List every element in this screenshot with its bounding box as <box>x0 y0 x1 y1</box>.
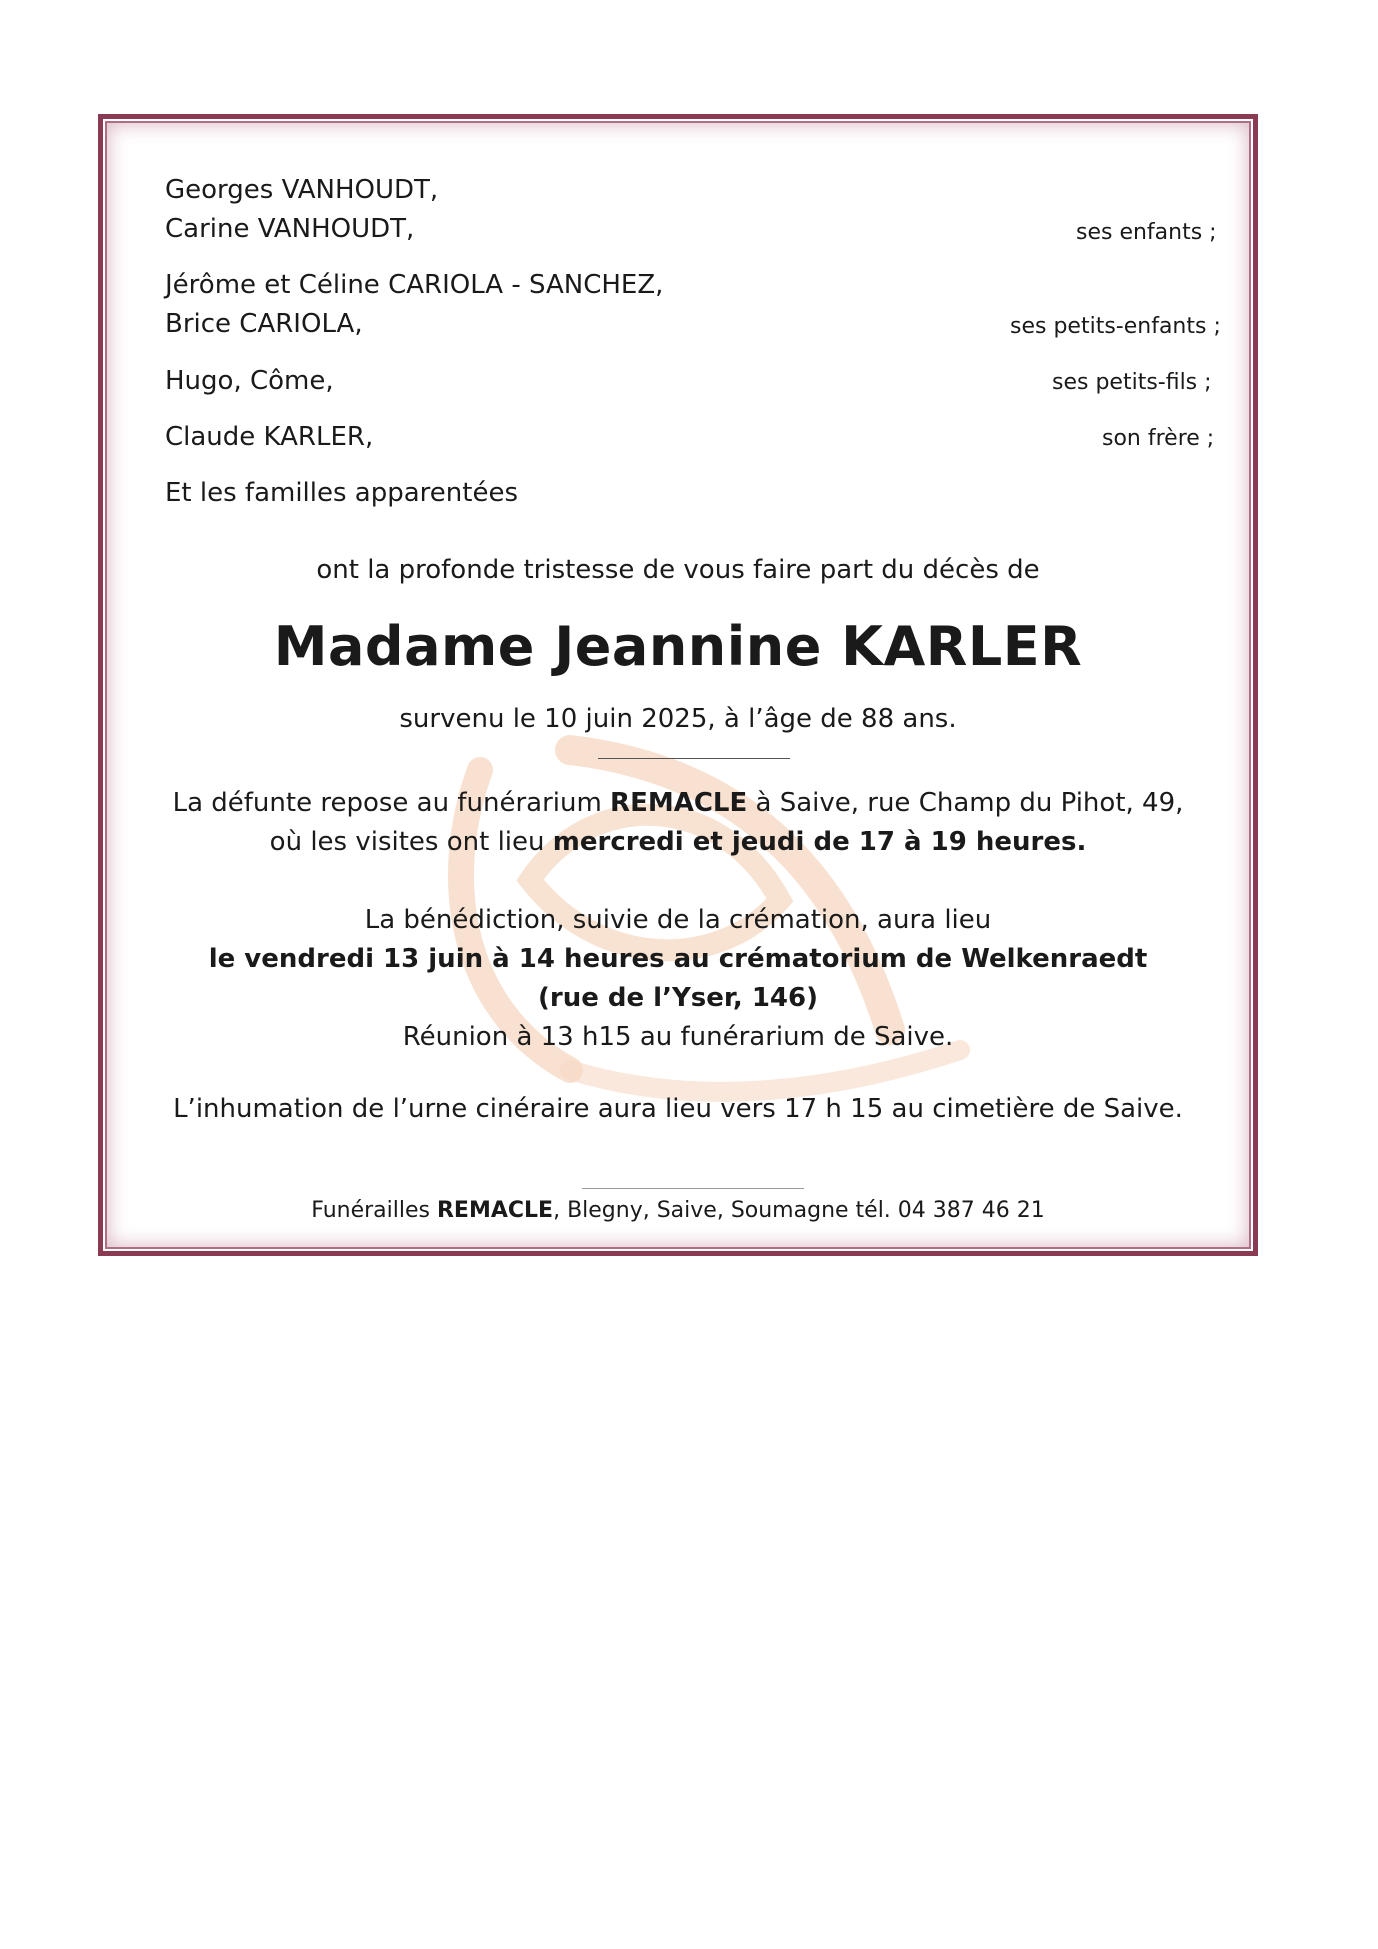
family-member-3: Jérôme et Céline CARIOLA - SANCHEZ, <box>165 270 664 300</box>
deceased-name: Madame Jeannine KARLER <box>273 615 1083 678</box>
family-member-1: Georges VANHOUDT, <box>165 175 439 205</box>
relation-great-grandsons: ses petits-fils ; <box>1052 370 1212 395</box>
death-info: survenu le 10 juin 2025, à l’âge de 88 ans. <box>399 704 957 734</box>
family-member-6: Claude KARLER, <box>165 422 374 452</box>
visitation-line-1: La défunte repose au funérarium REMACLE à Saive, rue Champ du Pihot, 49, <box>172 788 1184 818</box>
family-member-4: Brice CARIOLA, <box>165 309 363 339</box>
burial-info: L’inhumation de l’urne cinéraire aura lieu vers 17 h 15 au cimetière de Saive. <box>173 1094 1183 1124</box>
family-member-2: Carine VANHOUDT, <box>165 214 415 244</box>
relation-brother: son frère ; <box>1102 426 1215 451</box>
footer-divider <box>582 1188 804 1189</box>
ceremony-line-2: le vendredi 13 juin à 14 heures au crématorium de Welkenraedt <box>208 944 1148 974</box>
divider <box>598 758 790 759</box>
announcement-text: ont la profonde tristesse de vous faire part du décès de <box>316 555 1040 585</box>
relation-grandchildren: ses petits-enfants ; <box>1010 314 1221 339</box>
ceremony-line-3: (rue de l’Yser, 146) <box>537 983 818 1013</box>
ceremony-line-4: Réunion à 13 h15 au funérarium de Saive. <box>402 1022 954 1052</box>
relation-children: ses enfants ; <box>1076 220 1217 245</box>
footer-contact: Funérailles REMACLE, Blegny, Saive, Soumagne tél. 04 387 46 21 <box>311 1198 1045 1223</box>
family-member-5: Hugo, Côme, <box>165 366 334 396</box>
ceremony-line-1: La bénédiction, suivie de la crémation, aura lieu <box>364 905 992 935</box>
visitation-line-2: où les visites ont lieu mercredi et jeudi de 17 à 19 heures. <box>269 827 1087 857</box>
family-member-7: Et les familles apparentées <box>165 478 519 508</box>
